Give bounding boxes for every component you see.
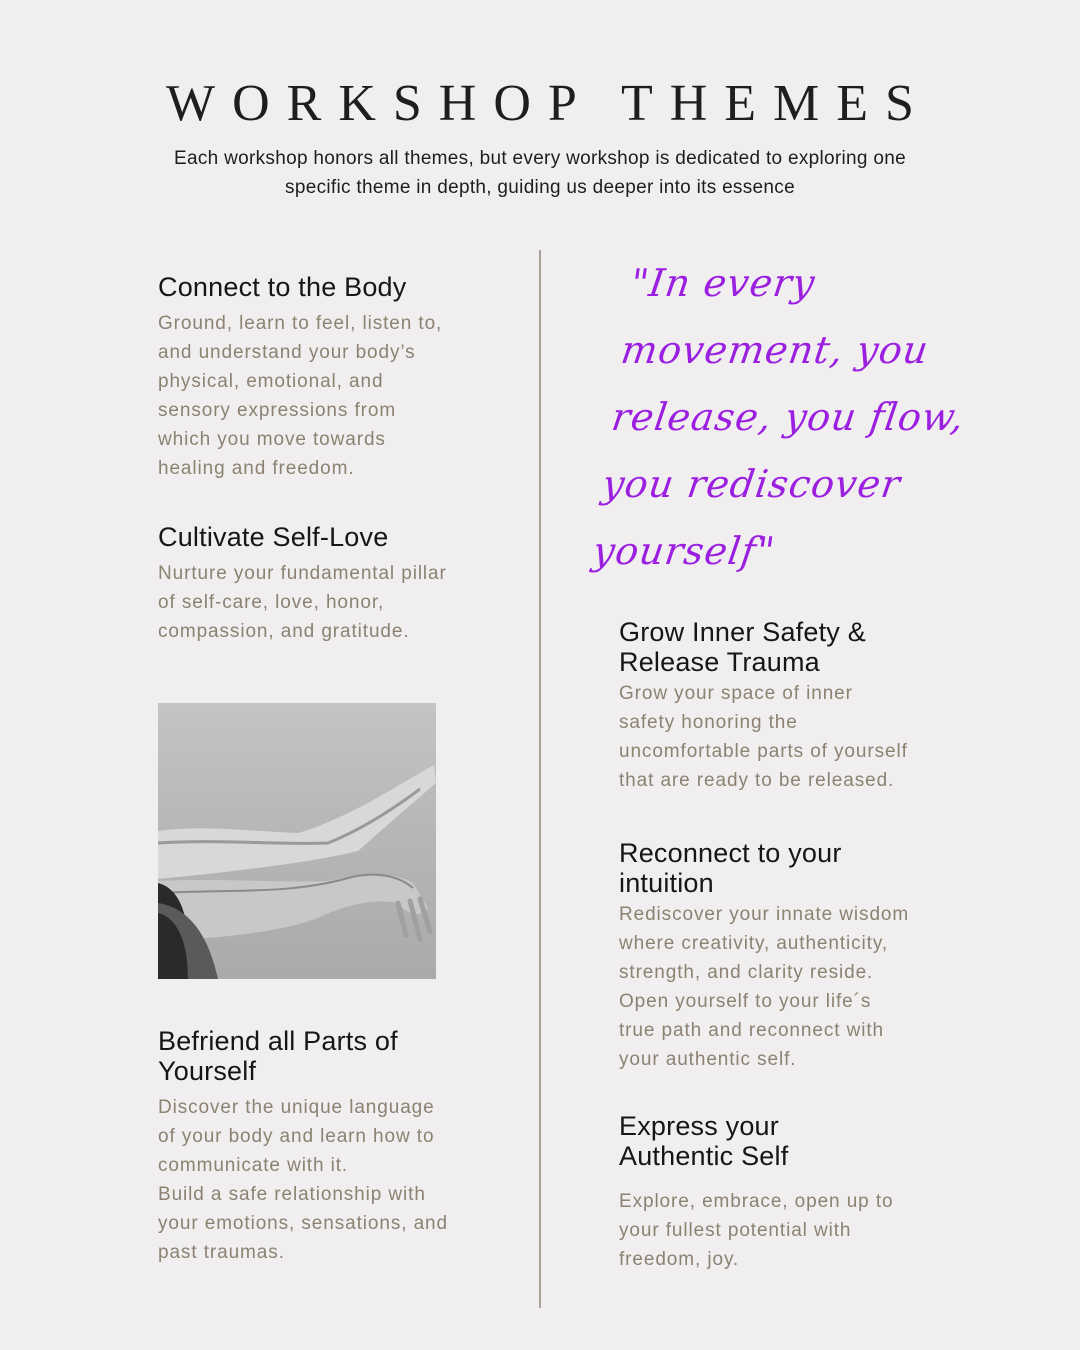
theme-description: Ground, learn to feel, listen to, and understand your body’s physical, emotional, and sensory expressions from which you move towards healing and freedom. (158, 313, 443, 479)
theme-description: Nurture your fundamental pillar of self-care, love, honor, compassion, and gratitude. (158, 563, 447, 642)
theme-description: Grow your space of inner safety honoring the uncomfortable parts of yourself that are ready to be released. (619, 683, 908, 791)
theme-heading: Grow Inner Safety & Release Trauma (619, 617, 866, 677)
theme-heading: Express your Authentic Self (619, 1111, 789, 1171)
theme-description: Explore, embrace, open up to your fullest potential with freedom, joy. (619, 1191, 894, 1270)
theme-description: Discover the unique language of your body and learn how to communicate with it. Build a safe relationship with your emotions, sensations, and past traumas. (158, 1097, 448, 1263)
theme-authentic-self (619, 1111, 949, 1274)
column-divider (539, 250, 541, 1308)
handwritten-quote: "In every movement, you release, you flow, you rediscover yourself" (590, 261, 968, 573)
theme-self-love (158, 522, 488, 646)
theme-intuition (619, 838, 949, 1074)
arms-photo (158, 703, 436, 979)
page-title: WORKSHOP THEMES (166, 75, 931, 132)
theme-befriend-parts (158, 1026, 488, 1267)
theme-heading: Connect to the Body (158, 272, 407, 302)
theme-inner-safety (619, 617, 949, 795)
theme-heading: Reconnect to your intuition (619, 838, 842, 898)
arms-photo-icon (158, 703, 436, 979)
page-subtitle: Each workshop honors all themes, but every workshop is dedicated to exploring one specific theme in depth, guiding us deeper into its essence (174, 148, 906, 198)
theme-description: Rediscover your innate wisdom where creativity, authenticity, strength, and clarity reside. Open yourself to your life´s true path and reconnect with your authentic self. (619, 904, 910, 1070)
theme-connect-body (158, 272, 488, 483)
theme-heading: Cultivate Self-Love (158, 522, 389, 552)
theme-heading: Befriend all Parts of Yourself (158, 1026, 398, 1086)
